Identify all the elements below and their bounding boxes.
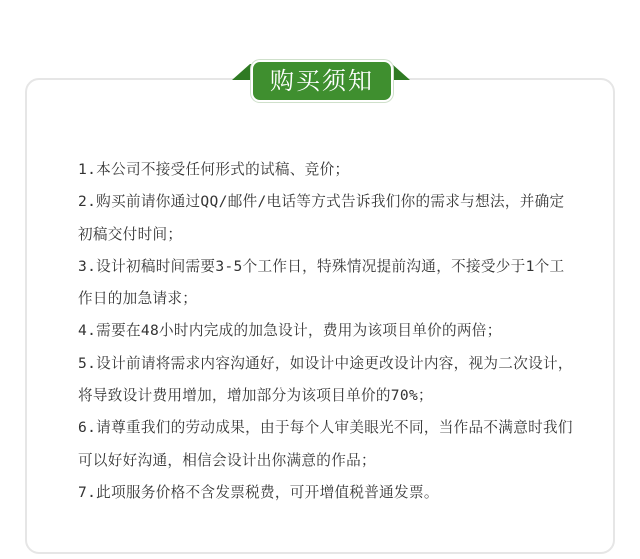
ribbon-left-fold — [232, 64, 250, 80]
term-item-3: 3.设计初稿时间需要3-5个工作日，特殊情况提前沟通，不接受少于1个工作日的加急请求； — [78, 257, 565, 308]
title-badge — [251, 60, 393, 102]
term-item-6: 6.请尊重我们的劳动成果，由于每个人审美眼光不同，当作品不满意时我们可以好好沟通，相信会设计出你满意的作品； — [78, 419, 573, 469]
term-item-7: 7.此项服务价格不含发票税费，可开增值税普通发票。 — [78, 483, 439, 501]
term-item-2: 2.购买前请你通过QQ/邮件/电话等方式告诉我们你的需求与想法，并确定初稿交付时间； — [78, 193, 565, 243]
term-item-1: 1.本公司不接受任何形式的试稿、竞价； — [78, 161, 350, 178]
page-title: 购买须知 — [270, 67, 374, 95]
ribbon-right-fold — [392, 64, 410, 80]
terms-list — [78, 154, 578, 509]
term-item-4: 4.需要在48小时内完成的加急设计，费用为该项目单价的两倍； — [78, 322, 502, 340]
term-item-5: 5.设计前请将需求内容沟通好，如设计中途更改设计内容，视为二次设计，将导致设计费用增加，增加部分为该项目单价的70%； — [78, 354, 573, 405]
